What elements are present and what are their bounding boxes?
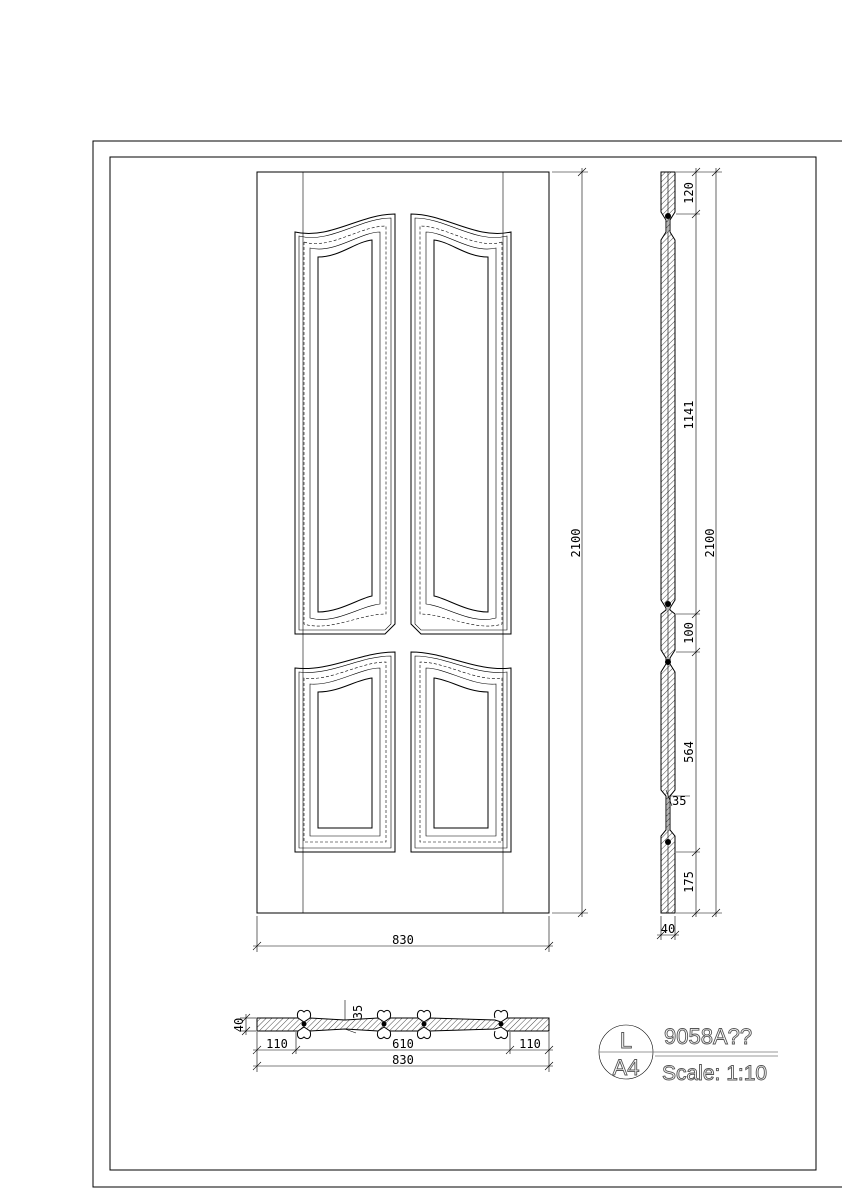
dim-text-610: 610	[392, 1037, 414, 1051]
dim-text-120: 120	[682, 182, 696, 204]
door-plan-section	[232, 1000, 553, 1072]
dim-text-section-2100: 2100	[703, 528, 717, 558]
panel-lower-left	[295, 652, 395, 852]
sheet-size-bottom: A4	[612, 1055, 640, 1080]
dim-text-40-plan: 40	[232, 1017, 246, 1033]
model-number: 9058A??	[664, 1024, 753, 1049]
door-side-section	[657, 168, 722, 940]
dim-text-40-side: 40	[660, 922, 676, 936]
dim-text-830: 830	[392, 933, 414, 947]
panel-lower-right	[411, 652, 511, 852]
dim-text-2100: 2100	[569, 528, 583, 558]
dim-text-564: 564	[682, 741, 696, 763]
scale-label: Scale: 1:10	[662, 1062, 768, 1085]
dim-text-110-left: 110	[266, 1037, 288, 1051]
door-elevation	[253, 168, 588, 952]
dim-text-35: 35	[672, 794, 687, 808]
title-block	[599, 1024, 778, 1085]
dim-text-100: 100	[682, 622, 696, 644]
dim-text-110-right: 110	[519, 1037, 541, 1051]
dim-text-175: 175	[682, 871, 696, 893]
dim-text-830-plan: 830	[392, 1053, 414, 1067]
dim-overall-height	[552, 168, 588, 917]
dim-text-35-plan: 35	[351, 1004, 365, 1020]
panel-upper-right	[411, 214, 511, 634]
sheet-size-top: L	[619, 1028, 633, 1053]
panel-upper-left	[295, 214, 395, 634]
dim-overall-width	[253, 916, 553, 952]
dim-text-1141: 1141	[682, 400, 696, 430]
